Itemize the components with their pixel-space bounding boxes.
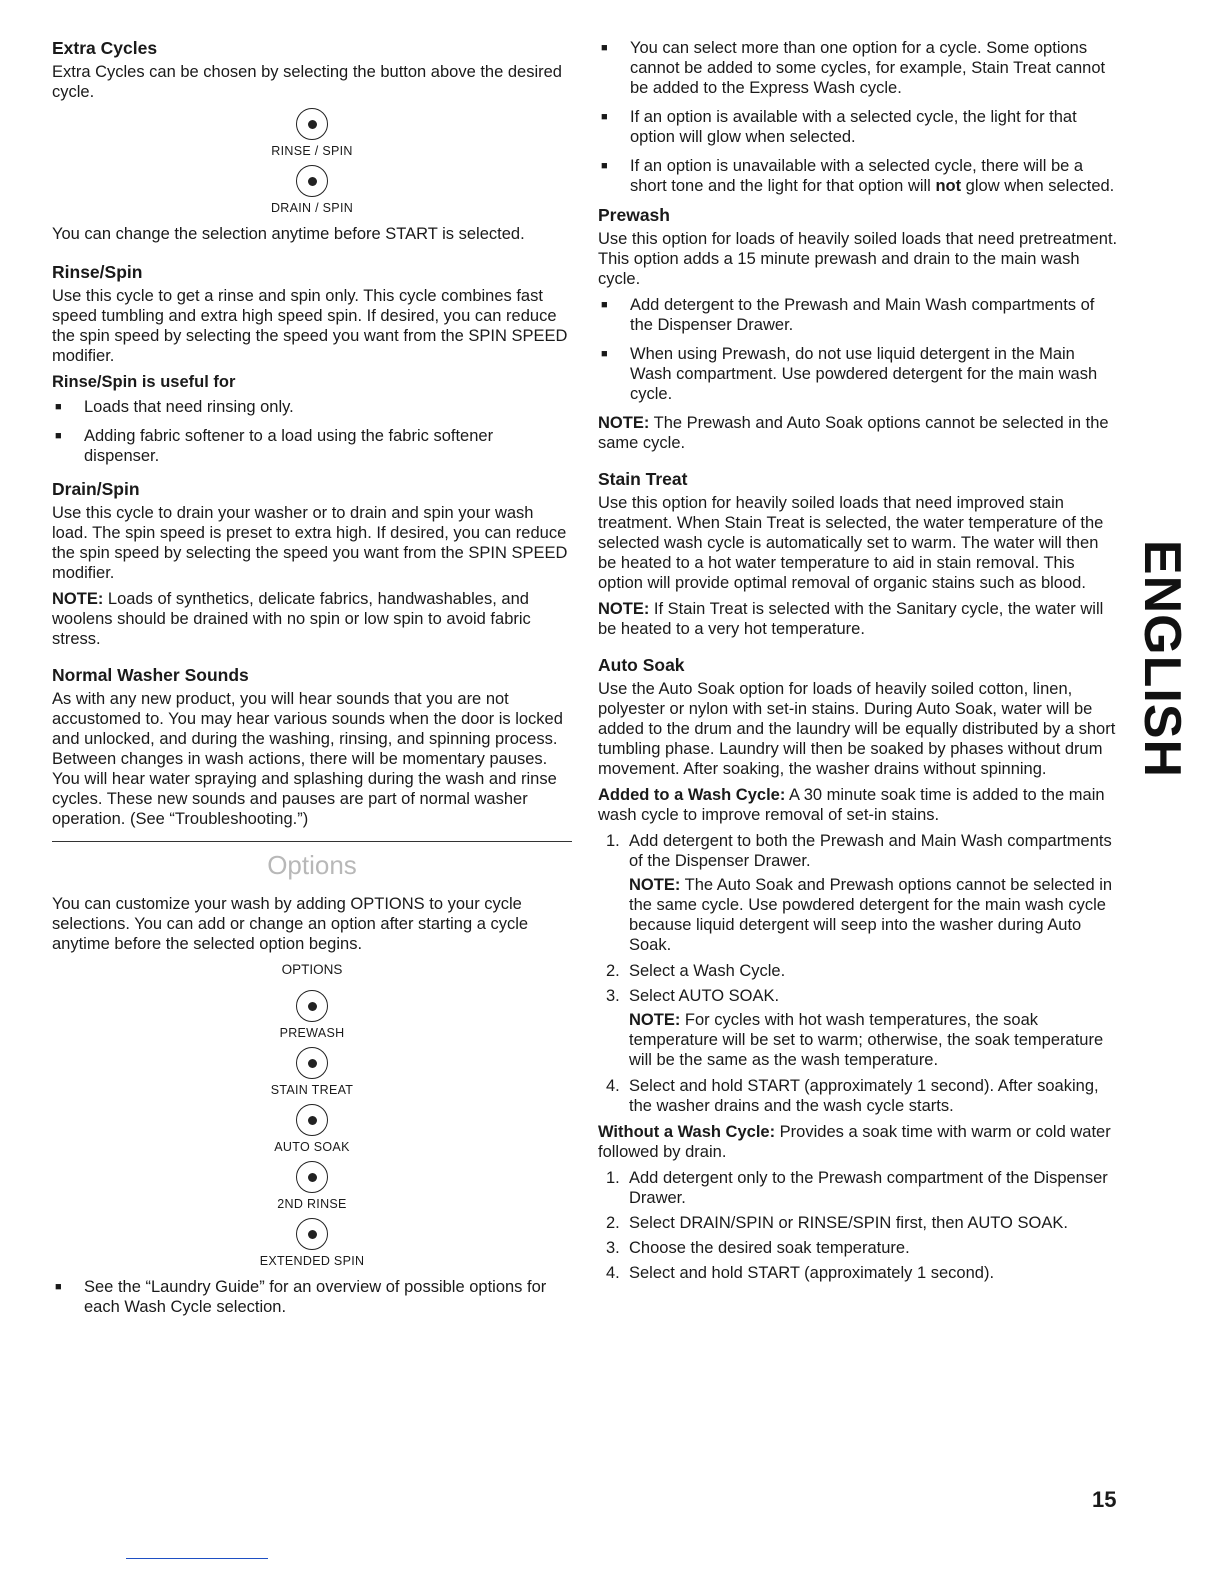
options-list bbox=[52, 1277, 572, 1317]
button-circle-icon bbox=[296, 165, 328, 197]
list-item: ■ If an option is unavailable with a selected cycle, there will be a short tone and the light for that option will not glow when selected. bbox=[598, 156, 1118, 196]
options-text: You can customize your wash by adding OPTIONS to your cycle selections. You can add or change an option after starting a cycle anytime before the selected option begins. bbox=[52, 895, 529, 953]
drain-spin-heading: Drain/Spin bbox=[52, 479, 140, 499]
button-label: PREWASH bbox=[279, 1026, 345, 1040]
extra-cycles-heading: Extra Cycles bbox=[52, 38, 158, 58]
list-item: ■ When using Prewash, do not use liquid detergent in the Main Wash compartment. Use powdered detergent for the main wash cycle. bbox=[598, 344, 1118, 404]
button-label: EXTENDED SPIN bbox=[259, 1254, 365, 1268]
prewash-text: Use this option for loads of heavily soiled loads that need pretreatment. This option adds a 15 minute prewash and drain to the main wash cycle. bbox=[598, 230, 1118, 288]
rinse-spin-text: Use this cycle to get a rinse and spin only. This cycle combines fast speed tumbling and extra high speed spin. If desired, you can reduce the spin speed by selecting the speed you want from the SPIN SPEED modifier. bbox=[52, 287, 568, 365]
step-item: 4. Select and hold START (approximately 1 second). After soaking, the washer drains and the wash cycle starts. bbox=[606, 1077, 1099, 1115]
stain-treat-button-diagram bbox=[52, 1047, 572, 1098]
options-panel-title: OPTIONS bbox=[281, 962, 343, 977]
extended-spin-button-diagram bbox=[52, 1218, 572, 1269]
rinse-spin-heading: Rinse/Spin bbox=[52, 262, 143, 282]
rinse-spin-button-diagram bbox=[52, 108, 572, 159]
stain-treat-heading: Stain Treat bbox=[598, 469, 688, 489]
washer-sounds-heading: Normal Washer Sounds bbox=[52, 665, 249, 685]
options-rules-list bbox=[598, 38, 1118, 196]
footer-line bbox=[126, 1558, 268, 1559]
extra-cycles-text: Extra Cycles can be chosen by selecting the button above the desired cycle. bbox=[52, 63, 562, 101]
button-label: STAIN TREAT bbox=[270, 1083, 354, 1097]
step-item: 1. Add detergent to both the Prewash and Main Wash compartments of the Dispenser Drawer. NOTE: The Auto Soak and Prewash options cannot be selected in the same cycle. Use powdered detergent for the main wash cycle because liquid detergent will seep into the washer during Auto Soak. bbox=[598, 831, 1118, 955]
step-item: 2. Select DRAIN/SPIN or RINSE/SPIN first, then AUTO SOAK. bbox=[606, 1214, 1068, 1232]
without-cycle-text: Without a Wash Cycle: Provides a soak time with warm or cold water followed by drain. bbox=[598, 1123, 1111, 1161]
step-item: 4. Select and hold START (approximately 1 second). bbox=[606, 1264, 995, 1282]
button-label: 2ND RINSE bbox=[277, 1197, 347, 1211]
label: Without a Wash Cycle: bbox=[598, 1123, 776, 1141]
button-circle-icon bbox=[296, 108, 328, 140]
list-item: ■ Add detergent to the Prewash and Main Wash compartments of the Dispenser Drawer. bbox=[598, 295, 1118, 335]
options-buttons bbox=[52, 990, 572, 1269]
note-label: NOTE: bbox=[598, 414, 650, 432]
button-circle-icon bbox=[296, 1161, 328, 1193]
rinse-spin-list bbox=[52, 397, 572, 466]
note-label: NOTE: bbox=[52, 590, 104, 608]
step-item: 1. Add detergent only to the Prewash compartment of the Dispenser Drawer. bbox=[606, 1169, 1108, 1207]
second-rinse-button-diagram bbox=[52, 1161, 572, 1212]
button-circle-icon bbox=[296, 1218, 328, 1250]
added-steps-list bbox=[598, 831, 1118, 1116]
added-to-cycle-text: Added to a Wash Cycle: A 30 minute soak time is added to the main wash cycle to improve removal of set-in stains. bbox=[598, 786, 1105, 824]
drain-spin-button-diagram bbox=[52, 165, 572, 216]
drain-spin-note bbox=[52, 589, 572, 649]
step-note: NOTE: For cycles with hot wash temperatures, the soak temperature will be set to warm; otherwise, the soak temperature will be the same as the wash temperature. bbox=[629, 1011, 1104, 1069]
button-circle-icon bbox=[296, 1104, 328, 1136]
button-circle-icon bbox=[296, 990, 328, 1022]
options-heading: Options bbox=[267, 850, 357, 880]
step-item: 3. Select AUTO SOAK. NOTE: For cycles with hot wash temperatures, the soak temperature will be set to warm; otherwise, the soak temperature will be the same as the wash temperature. bbox=[598, 986, 1118, 1070]
auto-soak-button-diagram bbox=[52, 1104, 572, 1155]
section-divider bbox=[52, 841, 572, 842]
extra-cycles-buttons bbox=[52, 108, 572, 216]
drain-spin-text: Use this cycle to drain your washer or to drain and spin your wash load. The spin speed is preset to extra high. If desired, you can reduce the spin speed by selecting the speed you want from the SPIN SPEED modifier. bbox=[52, 504, 568, 582]
step-note: NOTE: The Auto Soak and Prewash options cannot be selected in the same cycle. Use powdered detergent for the main wash cycle because liquid detergent will seep into the washer during Auto Soak. bbox=[629, 876, 1113, 954]
list-item: ■ You can select more than one option for a cycle. Some options cannot be added to some cycles, for example, Stain Treat cannot be added to the Express Wash cycle. bbox=[598, 38, 1118, 98]
prewash-list bbox=[598, 295, 1118, 404]
note-text: The Prewash and Auto Soak options cannot be selected in the same cycle. bbox=[598, 414, 1109, 452]
note-text: If Stain Treat is selected with the Sanitary cycle, the water will be heated to a very hot temperature. bbox=[598, 600, 1104, 638]
auto-soak-text: Use the Auto Soak option for loads of heavily soiled cotton, linen, polyester or nylon with set-in stains. During Auto Soak, water will be added to the drum and the laundry will be equally distributed by a short tumbling phase. Laundry will then be soaked by phases without drum movement. After soaking, the washer drains without spinning. bbox=[598, 680, 1116, 778]
note-text: Loads of synthetics, delicate fabrics, handwashables, and woolens should be drained with no spin or low spin to avoid fabric stress. bbox=[52, 590, 531, 648]
list-item: ■ See the “Laundry Guide” for an overview of possible options for each Wash Cycle selection. bbox=[52, 1277, 572, 1317]
language-label: ENGLISH bbox=[1133, 539, 1192, 779]
step-item: 2. Select a Wash Cycle. bbox=[606, 962, 786, 980]
washer-sounds-text: As with any new product, you will hear sounds that you are not accustomed to. You may hear various sounds when the door is locked and unlocked, and during the washing, rinsing, and spinning process. Between changes in wash actions, there will be momentary pauses. You will hear water spraying and splashing during the wash and rinse cycles. These new sounds and pauses are part of normal washer operation. (See “Troubleshooting.”) bbox=[52, 690, 563, 828]
list-item: ■ Adding fabric softener to a load using the fabric softener dispenser. bbox=[52, 426, 572, 466]
note-label: NOTE: bbox=[598, 600, 650, 618]
label: Added to a Wash Cycle: bbox=[598, 786, 786, 804]
prewash-button-diagram bbox=[52, 990, 572, 1041]
auto-soak-heading: Auto Soak bbox=[598, 655, 685, 675]
language-side-tab bbox=[1133, 539, 1192, 779]
page-number: 15 bbox=[1092, 1487, 1117, 1512]
stain-treat-note bbox=[598, 599, 1118, 639]
rinse-spin-useful-heading: Rinse/Spin is useful for bbox=[52, 373, 236, 391]
button-label: DRAIN / SPIN bbox=[270, 201, 354, 215]
prewash-heading: Prewash bbox=[598, 205, 670, 225]
button-circle-icon bbox=[296, 1047, 328, 1079]
stain-treat-text: Use this option for heavily soiled loads that need improved stain treatment. When Stain Treat is selected, the water temperature of the selected wash cycle is automatically set to warm. The water will then be heated to a hot water temperature to aid in stain removal. This option will provide optimal removal of organic stains such as blood. bbox=[598, 494, 1104, 592]
step-item: 3. Choose the desired soak temperature. bbox=[606, 1239, 910, 1257]
button-label: AUTO SOAK bbox=[274, 1140, 350, 1154]
right-column bbox=[598, 38, 1118, 1289]
prewash-note bbox=[598, 413, 1118, 453]
left-column bbox=[52, 38, 572, 1326]
list-item: ■ If an option is available with a selected cycle, the light for that option will glow when selected. bbox=[598, 107, 1118, 147]
extra-cycles-after: You can change the selection anytime before START is selected. bbox=[52, 225, 525, 243]
list-item: ■ Loads that need rinsing only. bbox=[52, 397, 572, 417]
button-label: RINSE / SPIN bbox=[271, 144, 353, 158]
without-steps-list bbox=[598, 1168, 1118, 1283]
